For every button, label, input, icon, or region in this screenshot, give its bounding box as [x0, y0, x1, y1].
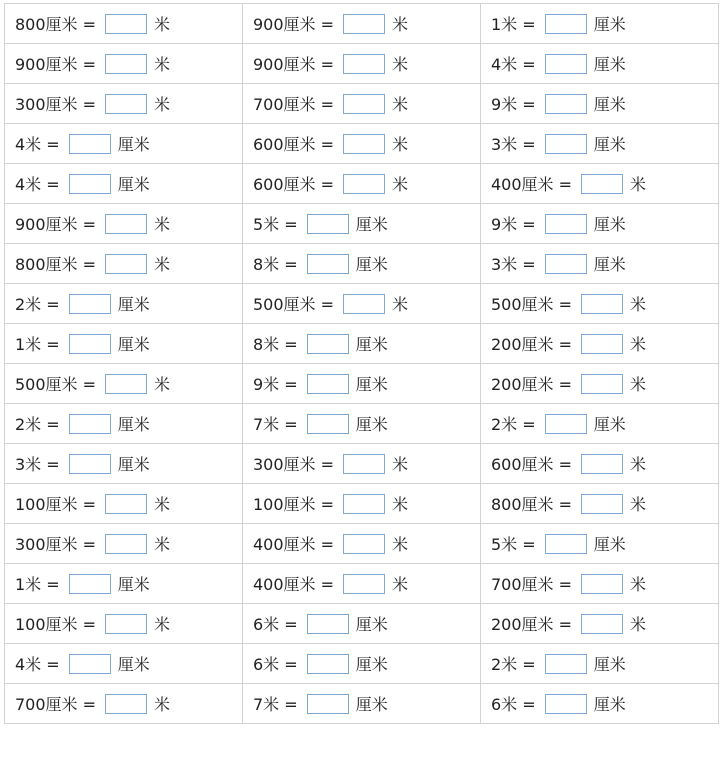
problem-cell	[5, 4, 243, 44]
problem-cell	[481, 84, 719, 124]
problem-expression: 700厘米 =	[253, 95, 335, 114]
target-unit-label: 厘米	[355, 375, 388, 394]
problem-cell	[243, 164, 481, 204]
worksheet-row	[5, 684, 719, 724]
problem-cell	[243, 324, 481, 364]
answer-input[interactable]	[545, 214, 587, 234]
answer-input[interactable]	[545, 134, 587, 154]
answer-input[interactable]	[105, 374, 147, 394]
answer-input[interactable]	[581, 174, 623, 194]
target-unit-label: 厘米	[593, 415, 626, 434]
problem-expression: 2米 =	[15, 295, 60, 314]
target-unit-label: 米	[154, 495, 171, 514]
target-unit-label: 厘米	[117, 455, 150, 474]
target-unit-label: 米	[630, 455, 647, 474]
problem-cell	[5, 404, 243, 444]
problem-expression: 400厘米 =	[253, 575, 335, 594]
problem-cell	[243, 444, 481, 484]
problem-cell	[243, 84, 481, 124]
problem-expression: 7米 =	[253, 695, 298, 714]
answer-input[interactable]	[69, 174, 111, 194]
answer-input[interactable]	[343, 534, 385, 554]
worksheet-row	[5, 404, 719, 444]
problem-expression: 300厘米 =	[15, 95, 97, 114]
problem-cell	[5, 124, 243, 164]
problem-cell	[481, 444, 719, 484]
target-unit-label: 厘米	[355, 695, 388, 714]
problem-cell	[243, 524, 481, 564]
target-unit-label: 厘米	[593, 55, 626, 74]
target-unit-label: 厘米	[355, 335, 388, 354]
problem-cell	[5, 604, 243, 644]
answer-input[interactable]	[581, 374, 623, 394]
target-unit-label: 厘米	[117, 655, 150, 674]
problem-cell	[5, 364, 243, 404]
problem-expression: 5米 =	[253, 215, 298, 234]
worksheet-row	[5, 444, 719, 484]
target-unit-label: 厘米	[355, 415, 388, 434]
target-unit-label: 厘米	[593, 535, 626, 554]
answer-input[interactable]	[581, 494, 623, 514]
answer-input[interactable]	[343, 174, 385, 194]
problem-expression: 1米 =	[15, 575, 60, 594]
problem-expression: 700厘米 =	[491, 575, 573, 594]
answer-input[interactable]	[69, 414, 111, 434]
problem-expression: 400厘米 =	[253, 535, 335, 554]
target-unit-label: 厘米	[355, 655, 388, 674]
worksheet-row	[5, 524, 719, 564]
problem-expression: 500厘米 =	[491, 295, 573, 314]
problem-cell	[243, 284, 481, 324]
problem-expression: 4米 =	[491, 55, 536, 74]
problem-cell	[481, 524, 719, 564]
worksheet-row	[5, 44, 719, 84]
target-unit-label: 米	[392, 295, 409, 314]
problem-expression: 6米 =	[253, 615, 298, 634]
problem-cell	[481, 644, 719, 684]
problem-expression: 5米 =	[491, 535, 536, 554]
worksheet-row	[5, 284, 719, 324]
target-unit-label: 米	[630, 295, 647, 314]
problem-expression: 500厘米 =	[15, 375, 97, 394]
problem-expression: 100厘米 =	[15, 495, 97, 514]
worksheet-row	[5, 564, 719, 604]
target-unit-label: 厘米	[593, 655, 626, 674]
problem-expression: 300厘米 =	[253, 455, 335, 474]
problem-cell	[5, 684, 243, 724]
target-unit-label: 厘米	[593, 255, 626, 274]
target-unit-label: 米	[154, 15, 171, 34]
answer-input[interactable]	[545, 694, 587, 714]
target-unit-label: 厘米	[117, 135, 150, 154]
target-unit-label: 米	[392, 95, 409, 114]
problem-cell	[481, 284, 719, 324]
target-unit-label: 厘米	[117, 575, 150, 594]
problem-cell	[243, 204, 481, 244]
answer-input[interactable]	[343, 134, 385, 154]
problem-expression: 600厘米 =	[253, 175, 335, 194]
problem-expression: 200厘米 =	[491, 335, 573, 354]
target-unit-label: 厘米	[593, 135, 626, 154]
answer-input[interactable]	[69, 574, 111, 594]
problem-cell	[243, 484, 481, 524]
problem-cell	[481, 44, 719, 84]
target-unit-label: 厘米	[117, 175, 150, 194]
answer-input[interactable]	[545, 414, 587, 434]
answer-input[interactable]	[105, 94, 147, 114]
problem-cell	[5, 444, 243, 484]
problem-cell	[5, 644, 243, 684]
answer-input[interactable]	[581, 614, 623, 634]
answer-input[interactable]	[581, 294, 623, 314]
worksheet-body	[5, 4, 719, 724]
target-unit-label: 米	[392, 15, 409, 34]
problem-expression: 800厘米 =	[491, 495, 573, 514]
problem-expression: 100厘米 =	[15, 615, 97, 634]
worksheet-row	[5, 644, 719, 684]
problem-cell	[243, 564, 481, 604]
answer-input[interactable]	[343, 14, 385, 34]
target-unit-label: 米	[392, 495, 409, 514]
problem-cell	[481, 484, 719, 524]
target-unit-label: 米	[154, 55, 171, 74]
answer-input[interactable]	[581, 454, 623, 474]
target-unit-label: 米	[154, 695, 171, 714]
answer-input[interactable]	[105, 534, 147, 554]
worksheet-row	[5, 484, 719, 524]
problem-cell	[243, 44, 481, 84]
problem-cell	[243, 4, 481, 44]
answer-input[interactable]	[307, 654, 349, 674]
target-unit-label: 米	[154, 95, 171, 114]
problem-expression: 1米 =	[15, 335, 60, 354]
problem-cell	[5, 524, 243, 564]
answer-input[interactable]	[545, 534, 587, 554]
problem-expression: 8米 =	[253, 255, 298, 274]
answer-input[interactable]	[545, 254, 587, 274]
answer-input[interactable]	[343, 294, 385, 314]
worksheet-row	[5, 204, 719, 244]
problem-expression: 3米 =	[15, 455, 60, 474]
target-unit-label: 米	[630, 495, 647, 514]
problem-expression: 2米 =	[491, 655, 536, 674]
target-unit-label: 米	[630, 175, 647, 194]
problem-cell	[243, 604, 481, 644]
target-unit-label: 米	[630, 375, 647, 394]
answer-input[interactable]	[545, 94, 587, 114]
answer-input[interactable]	[581, 574, 623, 594]
problem-expression: 300厘米 =	[15, 535, 97, 554]
target-unit-label: 厘米	[593, 95, 626, 114]
problem-cell	[481, 204, 719, 244]
problem-cell	[243, 364, 481, 404]
target-unit-label: 米	[392, 55, 409, 74]
problem-expression: 2米 =	[15, 415, 60, 434]
answer-input[interactable]	[343, 494, 385, 514]
target-unit-label: 厘米	[117, 295, 150, 314]
problem-cell	[481, 604, 719, 644]
answer-input[interactable]	[105, 254, 147, 274]
answer-input[interactable]	[69, 134, 111, 154]
answer-input[interactable]	[307, 374, 349, 394]
answer-input[interactable]	[343, 94, 385, 114]
target-unit-label: 米	[392, 535, 409, 554]
target-unit-label: 米	[630, 575, 647, 594]
target-unit-label: 厘米	[593, 215, 626, 234]
problem-cell	[481, 244, 719, 284]
problem-cell	[481, 164, 719, 204]
problem-cell	[5, 204, 243, 244]
problem-expression: 8米 =	[253, 335, 298, 354]
target-unit-label: 厘米	[117, 335, 150, 354]
problem-cell	[5, 244, 243, 284]
problem-expression: 900厘米 =	[15, 55, 97, 74]
problem-expression: 900厘米 =	[15, 215, 97, 234]
problem-cell	[243, 684, 481, 724]
problem-cell	[5, 44, 243, 84]
worksheet-row	[5, 604, 719, 644]
answer-input[interactable]	[69, 654, 111, 674]
answer-input[interactable]	[581, 334, 623, 354]
answer-input[interactable]	[307, 614, 349, 634]
target-unit-label: 厘米	[355, 615, 388, 634]
answer-input[interactable]	[545, 14, 587, 34]
problem-expression: 6米 =	[491, 695, 536, 714]
problem-expression: 9米 =	[491, 95, 536, 114]
problem-expression: 400厘米 =	[491, 175, 573, 194]
target-unit-label: 米	[630, 615, 647, 634]
problem-expression: 2米 =	[491, 415, 536, 434]
target-unit-label: 厘米	[355, 215, 388, 234]
answer-input[interactable]	[105, 614, 147, 634]
target-unit-label: 米	[154, 255, 171, 274]
target-unit-label: 米	[392, 175, 409, 194]
problem-cell	[481, 564, 719, 604]
problem-expression: 800厘米 =	[15, 15, 97, 34]
problem-expression: 7米 =	[253, 415, 298, 434]
problem-expression: 4米 =	[15, 175, 60, 194]
answer-input[interactable]	[307, 694, 349, 714]
conversion-worksheet-table	[4, 3, 719, 724]
worksheet-row	[5, 244, 719, 284]
answer-input[interactable]	[69, 294, 111, 314]
answer-input[interactable]	[545, 54, 587, 74]
worksheet-row	[5, 164, 719, 204]
answer-input[interactable]	[105, 214, 147, 234]
target-unit-label: 米	[154, 215, 171, 234]
answer-input[interactable]	[343, 54, 385, 74]
problem-cell	[481, 364, 719, 404]
worksheet-row	[5, 364, 719, 404]
answer-input[interactable]	[105, 54, 147, 74]
target-unit-label: 米	[392, 455, 409, 474]
answer-input[interactable]	[69, 454, 111, 474]
worksheet-row	[5, 4, 719, 44]
target-unit-label: 米	[392, 135, 409, 154]
answer-input[interactable]	[307, 214, 349, 234]
answer-input[interactable]	[105, 14, 147, 34]
target-unit-label: 厘米	[593, 695, 626, 714]
target-unit-label: 厘米	[593, 15, 626, 34]
problem-expression: 500厘米 =	[253, 295, 335, 314]
problem-expression: 600厘米 =	[253, 135, 335, 154]
answer-input[interactable]	[105, 694, 147, 714]
answer-input[interactable]	[343, 454, 385, 474]
problem-expression: 1米 =	[491, 15, 536, 34]
answer-input[interactable]	[307, 254, 349, 274]
answer-input[interactable]	[343, 574, 385, 594]
problem-cell	[243, 124, 481, 164]
problem-expression: 700厘米 =	[15, 695, 97, 714]
answer-input[interactable]	[69, 334, 111, 354]
problem-expression: 900厘米 =	[253, 15, 335, 34]
problem-cell	[481, 324, 719, 364]
problem-cell	[481, 124, 719, 164]
problem-cell	[5, 484, 243, 524]
problem-cell	[481, 4, 719, 44]
problem-expression: 200厘米 =	[491, 615, 573, 634]
problem-cell	[5, 284, 243, 324]
answer-input[interactable]	[545, 654, 587, 674]
worksheet-row	[5, 124, 719, 164]
target-unit-label: 厘米	[355, 255, 388, 274]
problem-expression: 600厘米 =	[491, 455, 573, 474]
problem-cell	[5, 84, 243, 124]
problem-cell	[5, 564, 243, 604]
problem-cell	[243, 244, 481, 284]
problem-expression: 4米 =	[15, 135, 60, 154]
target-unit-label: 米	[154, 375, 171, 394]
problem-expression: 3米 =	[491, 135, 536, 154]
problem-cell	[481, 404, 719, 444]
worksheet-row	[5, 84, 719, 124]
target-unit-label: 米	[392, 575, 409, 594]
problem-cell	[5, 164, 243, 204]
problem-cell	[243, 644, 481, 684]
problem-cell	[481, 684, 719, 724]
problem-cell	[243, 404, 481, 444]
problem-cell	[5, 324, 243, 364]
problem-expression: 800厘米 =	[15, 255, 97, 274]
target-unit-label: 米	[154, 535, 171, 554]
worksheet-row	[5, 324, 719, 364]
problem-expression: 6米 =	[253, 655, 298, 674]
problem-expression: 100厘米 =	[253, 495, 335, 514]
target-unit-label: 米	[154, 615, 171, 634]
problem-expression: 900厘米 =	[253, 55, 335, 74]
target-unit-label: 米	[630, 335, 647, 354]
answer-input[interactable]	[307, 334, 349, 354]
answer-input[interactable]	[307, 414, 349, 434]
problem-expression: 200厘米 =	[491, 375, 573, 394]
problem-expression: 9米 =	[253, 375, 298, 394]
problem-expression: 9米 =	[491, 215, 536, 234]
answer-input[interactable]	[105, 494, 147, 514]
target-unit-label: 厘米	[117, 415, 150, 434]
problem-expression: 4米 =	[15, 655, 60, 674]
problem-expression: 3米 =	[491, 255, 536, 274]
